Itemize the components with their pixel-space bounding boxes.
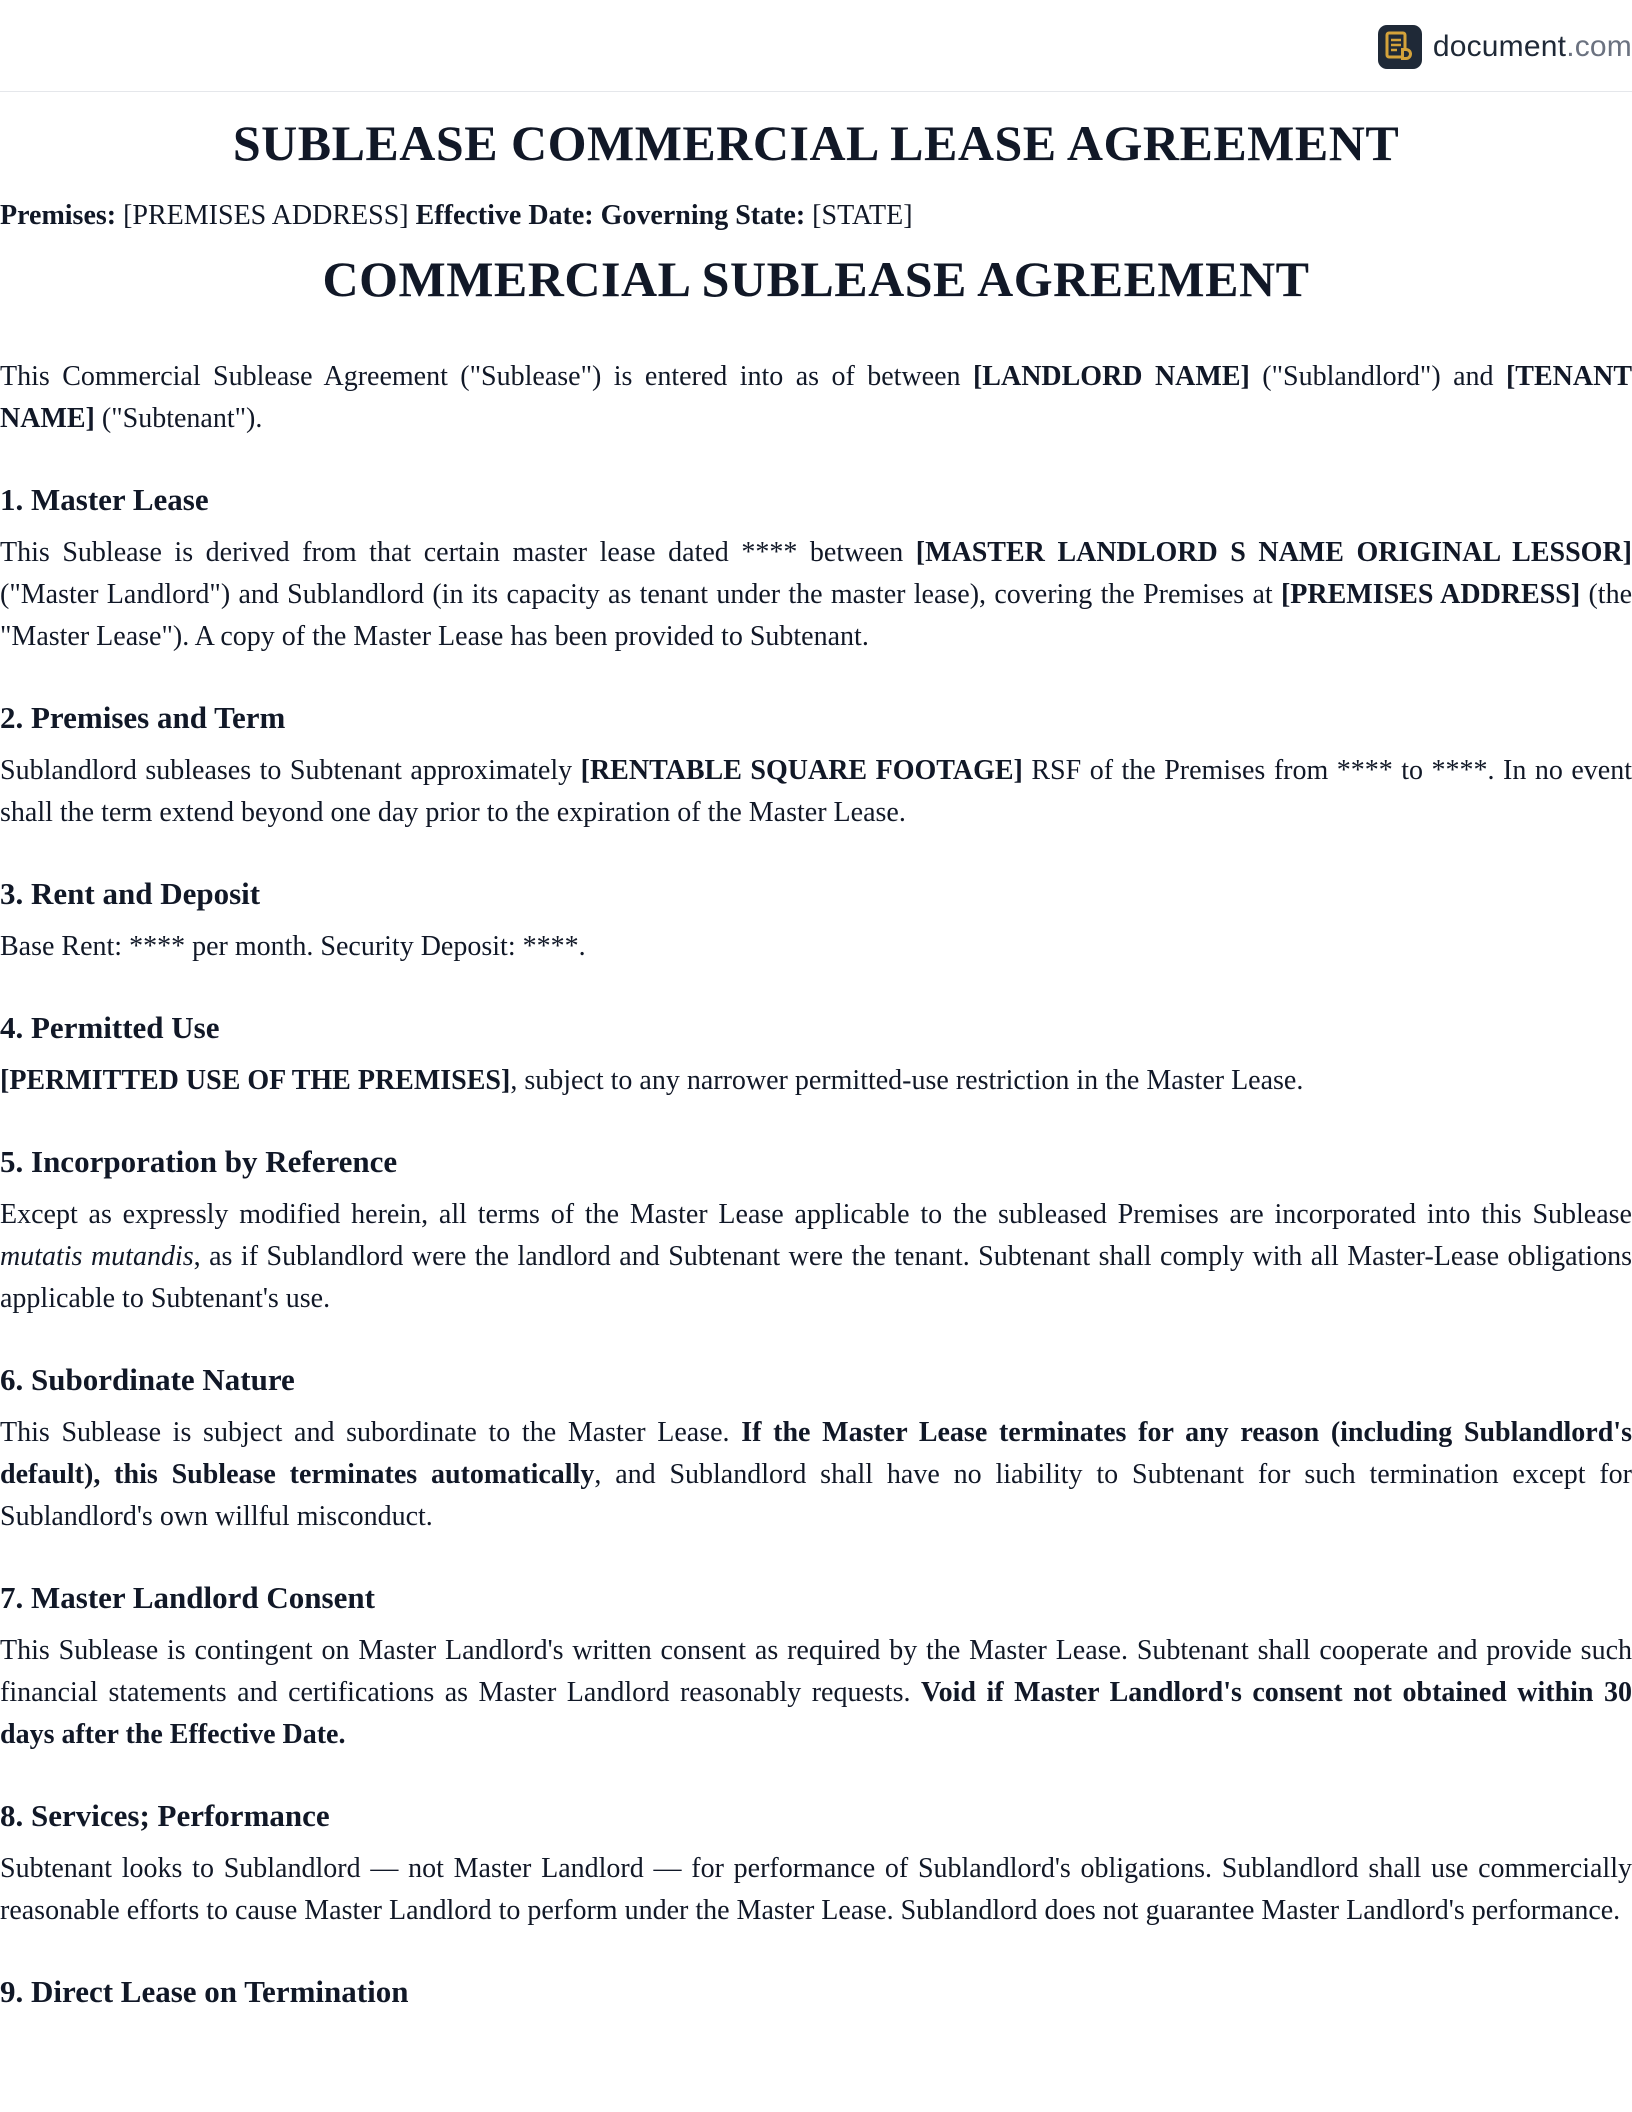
section-body-incorporation: Except as expressly modified herein, all terms of the Master Lease applicable to the subleased Premises are incorporated into this Sublease mutatis mutandis, as if Sublandlord were the landlord and Subtenant were the tenant. Subtenant shall comply with all Master-Lease obligations applicable to Subtenant's use. xyxy=(0,1199,1632,1314)
governing-state-label: Governing State: xyxy=(600,200,806,231)
governing-state-value: [STATE] xyxy=(812,200,913,231)
section-body-premises-term: Sublandlord subleases to Subtenant approximately [RENTABLE SQUARE FOOTAGE] RSF of the Premises from **** to ****. In no event shall the term extend beyond one day prior to the expiration of the Master Lease. xyxy=(0,755,1632,828)
section-heading-permitted-use: 4. Permitted Use xyxy=(0,1010,220,1045)
section-heading-direct-lease: 9. Direct Lease on Termination xyxy=(0,1974,409,2009)
section-heading-rent-deposit: 3. Rent and Deposit xyxy=(0,876,261,911)
document-logo-icon xyxy=(1378,25,1422,69)
intro-paragraph: This Commercial Sublease Agreement ("Sublease") is entered into as of between [LANDLORD NAME] ("Sublandlord") and [TENANT NAME] ("Subtenant"). xyxy=(0,361,1632,434)
section-body-subordinate: This Sublease is subject and subordinate to the Master Lease. If the Master Lease terminates for any reason (including Sublandlord's default), this Sublease terminates automatically, and Sublandlord shall have no liability to Subtenant for such termination except for Sublandlord's own willful misconduct. xyxy=(0,1417,1632,1532)
document-body xyxy=(0,92,1632,2024)
premises-value: [PREMISES ADDRESS] xyxy=(123,200,409,231)
document-meta xyxy=(0,196,1632,236)
section-heading-subordinate: 6. Subordinate Nature xyxy=(0,1362,295,1397)
premises-label: Premises: xyxy=(0,200,117,231)
section-body-consent: This Sublease is contingent on Master Landlord's written consent as required by the Master Lease. Subtenant shall cooperate and provide such financial statements and certifications as Master Landlord reasonably requests. Void if Master Landlord's consent not obtained within 30 days after the Effective Date. xyxy=(0,1635,1632,1750)
section-body-permitted-use: [PERMITTED USE OF THE PREMISES], subject to any narrower permitted-use restriction in the Master Lease. xyxy=(0,1065,1304,1096)
section-body-rent-deposit: Base Rent: **** per month. Security Deposit: ****. xyxy=(0,931,586,962)
section-heading-services: 8. Services; Performance xyxy=(0,1798,330,1833)
brand-name: document.com xyxy=(1432,30,1632,63)
section-body-services: Subtenant looks to Sublandlord — not Master Landlord — for performance of Sublandlord's obligations. Sublandlord shall use commercially reasonable efforts to cause Master Landlord to perform under the Master Lease. Sublandlord does not guarantee Master Landlord's performance. xyxy=(0,1853,1632,1926)
effective-date-label: Effective Date: xyxy=(415,200,594,231)
agreement-title: COMMERCIAL SUBLEASE AGREEMENT xyxy=(322,251,1310,307)
section-body-master-lease: This Sublease is derived from that certain master lease dated **** between [MASTER LANDLORD S NAME ORIGINAL LESSOR] ("Master Landlord") and Sublandlord (in its capacity as tenant under the master lease), covering the Premises at [PREMISES ADDRESS] (the "Master Lease"). A copy of the Master Lease has been provided to Subtenant. xyxy=(0,537,1632,652)
section-heading-premises-term: 2. Premises and Term xyxy=(0,700,286,735)
document-title: SUBLEASE COMMERCIAL LEASE AGREEMENT xyxy=(232,115,1400,171)
top-bar xyxy=(0,0,1632,92)
section-heading-incorporation: 5. Incorporation by Reference xyxy=(0,1144,398,1179)
section-heading-master-lease: 1. Master Lease xyxy=(0,482,209,517)
brand-logo[interactable] xyxy=(1378,24,1632,70)
section-heading-consent: 7. Master Landlord Consent xyxy=(0,1580,375,1615)
